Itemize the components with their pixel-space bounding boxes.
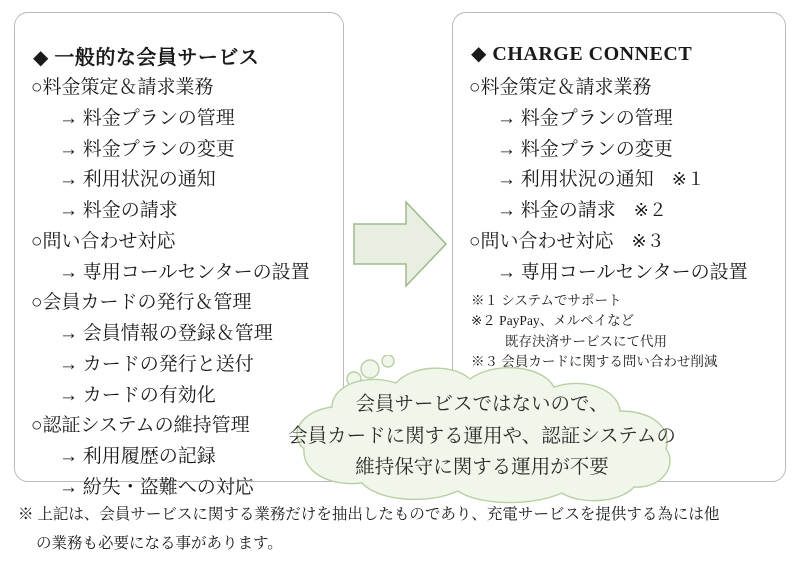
footnote-text: ※１ システムでサポート [471,293,622,308]
cloud-line: 会員サービスではないので、 [355,394,609,415]
list-item-label: → 料金の請求 [497,200,616,222]
list-item: ○問い合わせ対応 [31,230,176,252]
list-item-label: → 料金プランの管理 [497,107,673,129]
list-item: ○会員カードの発行＆管理 [31,292,252,314]
list-item: → 利用履歴の記録 [59,446,216,468]
list-item-note: ※３ [631,230,665,251]
list-item [469,258,777,289]
list-item [469,73,777,104]
list-item [469,135,777,166]
list-item-note: ※２ [633,200,667,221]
right-arrow-icon [352,198,448,290]
footnote [471,291,775,311]
footnote [471,311,775,352]
list-item: → 料金プランの変更 [59,138,235,160]
footnote-continuation: 既存決済サービスにて代用 [505,333,667,349]
list-item [469,227,777,258]
cloud-line: 会員カードに関する運用や、認証システムの [288,425,676,447]
left-panel-title: ◆ 一般的な会員サービス [33,47,260,69]
list-item: → 料金プランの管理 [59,107,235,129]
list-item: ○料金策定＆請求業務 [31,77,214,98]
list-item: ○認証システムの維持管理 [31,415,250,437]
footnote-text: ※３ 会員カードに関する問い合わせ削減 [471,353,718,369]
list-item: → カードの発行と送付 [59,353,254,375]
cloud-callout-text [262,389,702,484]
cloud-callout [262,355,702,505]
list-item: → 料金の請求 [59,200,178,222]
list-item-label: ○問い合わせ対応 [469,230,614,252]
list-item-label: → 利用状況の通知 [497,169,654,191]
list-item-note: ※１ [671,169,705,190]
list-item [469,165,777,196]
list-item-label: ○料金策定＆請求業務 [469,77,652,98]
bottom-note [18,500,788,559]
list-item: → 紛失・盗難への対応 [59,476,254,498]
list-item: → 利用状況の通知 [59,169,216,191]
bottom-note-line-2: の業務も必要になる事があります。 [36,535,283,553]
list-item [469,104,777,135]
list-item: → カードの有効化 [59,384,216,406]
footnote-text: ※２ PayPay、メルペイなど [471,313,635,329]
list-item: → 会員情報の登録＆管理 [59,323,273,345]
bottom-note-line-1: ※ 上記は、会員サービスに関する業務だけを抽出したものであり、充電サービスを提供する為には他 [18,506,720,523]
list-item-label: → 料金プランの変更 [497,138,673,160]
list-item: → 専用コールセンターの設置 [59,261,310,283]
list-item-label: → 専用コールセンターの設置 [497,261,748,283]
cloud-line: 維持保守に関する運用が不要 [355,457,609,479]
right-panel-title: ◆ CHARGE CONNECT [471,43,693,65]
list-item [469,196,777,227]
right-panel-items [469,73,777,288]
